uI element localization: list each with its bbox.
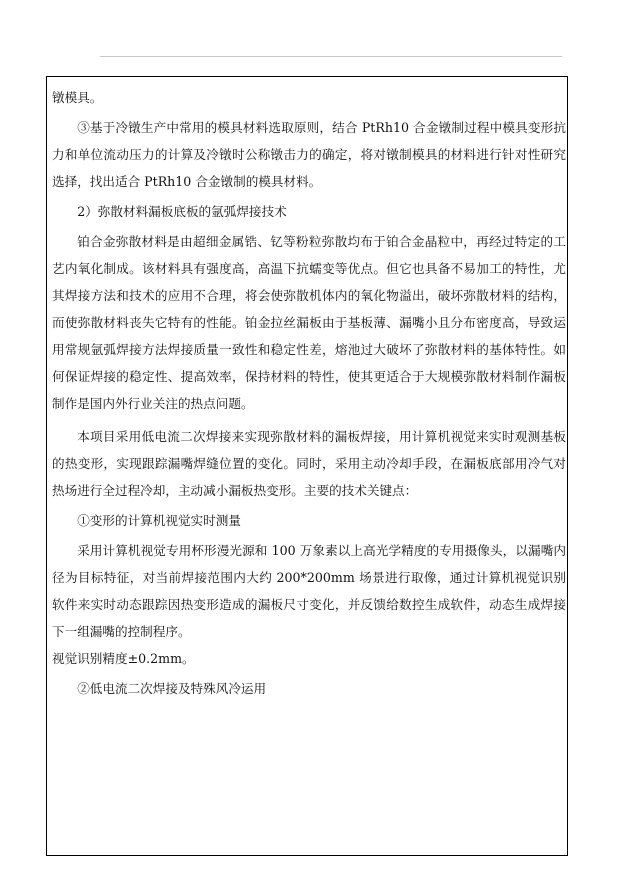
paragraph-dispersion-material: 铂合金弥散材料是由超细金属锆、钇等粉粒弥散均布于铂合金晶粒中，再经过特定的工艺内氧化制成。该材料具有强度高，高温下抗蠕变等优点。但它也具备不易加工的特性，尤其焊接方法和技术的应用不合理，将会使弥散机体内的氧化物溢出，破坏弥散材料的结构，而使弥散材料丧失它特有的性能。铂金拉丝漏板由于基板薄、漏嘴小且分布密度高，导致运用常规氩弧焊接方法焊接质量一致性和稳定性差，熔池过大破坏了弥散材料的基体特性。如何保证焊接的稳定性、提高效率，保持材料的特性，使其更适合于大规模弥散材料制作漏板制作是国内外行业关注的热点问题。 <box>52 234 566 411</box>
paragraph-item-3: ③基于冷镦生产中常用的模具材料选取原则，结合 PtRh10 合金镦制过程中模具变形抗力和单位流动压力的计算及冷镦时公称镦击力的确定，将对镦制模具的材料进行针对性研究选择，找出适合 PtRh10 合金镦制的模具材料。 <box>52 120 566 189</box>
document-body <box>52 84 566 702</box>
table-top-border <box>46 76 568 77</box>
paragraph-vision-accuracy: 视觉识别精度±0.2mm。 <box>52 651 195 666</box>
page-header-rule <box>100 56 562 57</box>
paragraph-vision-measurement: 采用计算机视觉专用杯形漫光源和 100 万象素以上高光学精度的专用摄像头，以漏嘴内径为目标特征，对当前焊接范围内大约 200*200mm 场景进行取像，通过计算机视觉识别软件来实时动态跟踪因热变形造成的漏板尺寸变化，并反馈给数控生成软件，动态生成焊接下一组漏嘴的控制程序。 <box>52 543 566 639</box>
key-point-2-heading: ②低电流二次焊接及特殊风冷运用 <box>77 681 267 696</box>
key-point-1-heading: ①变形的计算机视觉实时测量 <box>77 513 241 528</box>
paragraph-project-approach: 本项目采用低电流二次焊接来实现弥散材料的漏板焊接，用计算机视觉来实时观测基板的热变形，实现跟踪漏嘴焊缝位置的变化。同时，采用主动冷却手段，在漏板底部用冷气对热场进行全过程冷却，主动减小漏板热变形。主要的技术关键点： <box>52 429 566 498</box>
paragraph-continuation: 镦模具。 <box>52 90 103 105</box>
section-heading-2: 2）弥散材料漏板底板的氩弧焊接技术 <box>77 204 287 219</box>
